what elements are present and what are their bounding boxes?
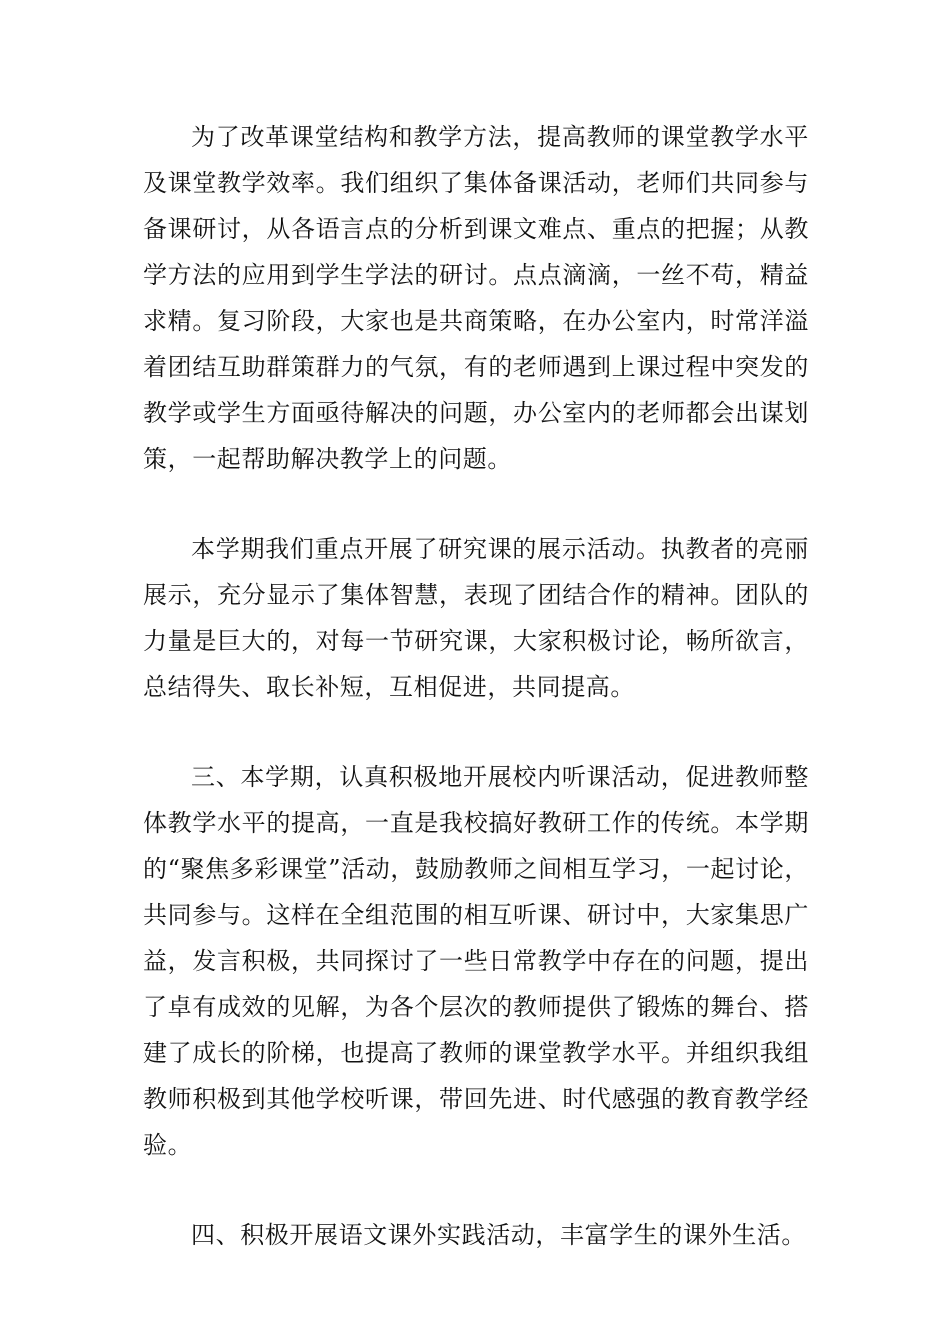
paragraph-collective-lesson-prep: 为了改革课堂结构和教学方法，提高教师的课堂教学水平及课堂教学效率。我们组织了集体备课活动，老师们共同参与备课研讨，从各语言点的分析到课文难点、重点的把握；从教学方法的应用到学生学法的研讨。点点滴滴，一丝不苟，精益求精。复习阶段，大家也是共商策略，在办公室内，时常洋溢着团结互助群策群力的气氛，有的老师遇到上课过程中突发的教学或学生方面亟待解决的问题，办公室内的老师都会出谋划策，一起帮助解决教学上的问题。 <box>143 123 809 473</box>
paragraph-lesson-observation: 三、本学期，认真积极地开展校内听课活动，促进教师整体教学水平的提高，一直是我校搞好教研工作的传统。本学期的“聚焦多彩课堂”活动，鼓励教师之间相互学习，一起讨论，共同参与。这样在全组范围的相互听课、研讨中，大家集思广益，发言积极，共同探讨了一些日常教学中存在的问题，提出了卓有成效的见解，为各个层次的教师提供了锻炼的舞台、搭建了成长的阶梯，也提高了教师的课堂教学水平。并组织我组教师积极到其他学校听课，带回先进、时代感强的教育教学经验。 <box>143 763 809 1159</box>
document-page <box>143 114 809 1258</box>
paragraph-research-lessons: 本学期我们重点开展了研究课的展示活动。执教者的亮丽展示，充分显示了集体智慧，表现了团结合作的精神。团队的力量是巨大的，对每一节研究课，大家积极讨论，畅所欲言，总结得失、取长补短，互相促进，共同提高。 <box>143 535 809 701</box>
paragraph-extracurricular-activities: 四、积极开展语文课外实践活动，丰富学生的课外生活。 <box>191 1221 806 1249</box>
